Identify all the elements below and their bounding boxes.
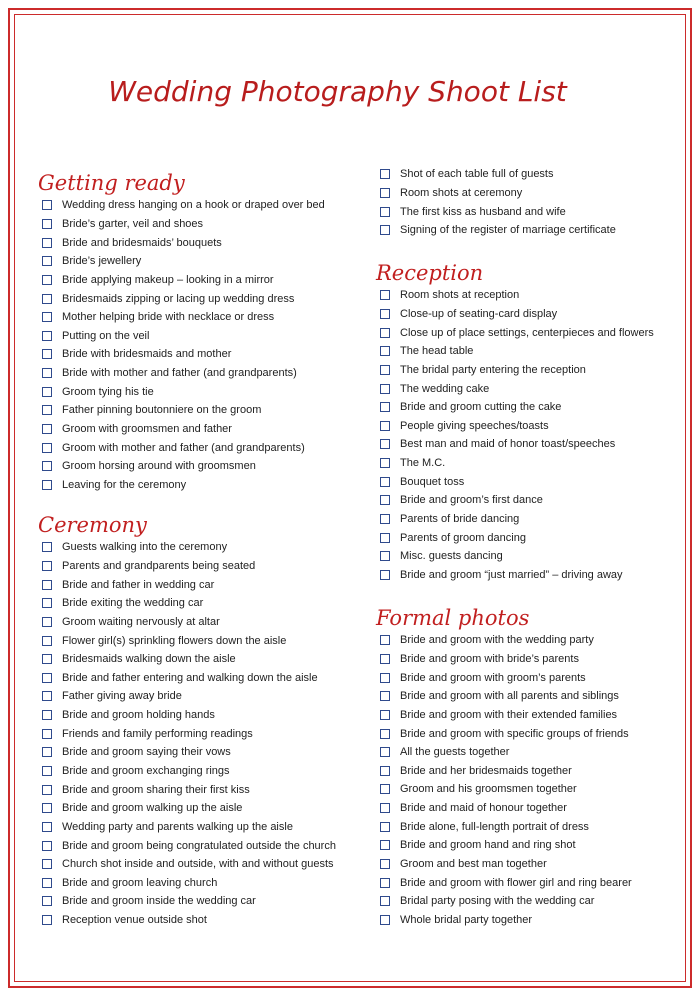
checklist-item-label: Bride and groom with groom’s parents [400, 671, 586, 684]
checklist-item-label: Misc. guests dancing [400, 550, 503, 563]
page-title: Wedding Photography Shoot List [108, 75, 567, 108]
checklist-item-label: Flower girl(s) sprinkling flowers down the aisle [62, 634, 287, 647]
checklist-item-label: Bride and groom saying their vows [62, 746, 231, 759]
checklist-item [376, 566, 676, 585]
section-reception [376, 260, 676, 584]
checklist-item-label: Bride’s garter, veil and shoes [62, 217, 204, 230]
checkbox-icon[interactable] [380, 691, 390, 701]
checkbox-icon[interactable] [380, 859, 390, 869]
checklist-item [38, 594, 338, 613]
checklist-item [376, 892, 676, 911]
checklist-item [376, 165, 676, 184]
checklist-item-label: Whole bridal party together [400, 913, 533, 926]
checklist-item [38, 326, 338, 345]
checkbox-icon[interactable] [42, 312, 52, 322]
checkbox-icon[interactable] [42, 480, 52, 490]
checklist-item-label: Mother helping bride with necklace or dress [62, 311, 275, 324]
checklist-item [376, 286, 676, 305]
checklist-item-label: Bride and groom with their extended families [400, 708, 618, 721]
checkbox-icon[interactable] [380, 803, 390, 813]
checklist-item-label: People giving speeches/toasts [400, 419, 549, 432]
checkbox-icon[interactable] [380, 402, 390, 412]
checkbox-icon[interactable] [42, 598, 52, 608]
checkbox-icon[interactable] [42, 654, 52, 664]
checklist-item-label: Bride and groom sharing their first kiss [62, 783, 250, 796]
checkbox-icon[interactable] [380, 551, 390, 561]
checklist-item [38, 650, 338, 669]
checklist [376, 165, 676, 240]
checklist-item [376, 780, 676, 799]
checklist-item [38, 476, 338, 495]
section-heading: Ceremony [38, 513, 147, 537]
checklist-item-label: Bridal party posing with the wedding car [400, 895, 595, 908]
checklist-item [376, 799, 676, 818]
checkbox-icon[interactable] [380, 477, 390, 487]
checklist-item [38, 818, 338, 837]
checklist-item-label: Bride and maid of honour together [400, 802, 567, 815]
checkbox-icon[interactable] [380, 673, 390, 683]
checkbox-icon[interactable] [380, 747, 390, 757]
checklist-item [376, 911, 676, 930]
checklist-item [376, 221, 676, 240]
checkbox-icon[interactable] [380, 328, 390, 338]
checklist-item [376, 724, 676, 743]
checklist-item-label: Bride and groom cutting the cake [400, 401, 562, 414]
checklist-item [376, 435, 676, 454]
checklist-item [38, 215, 338, 234]
checkbox-icon[interactable] [42, 766, 52, 776]
checklist-item [376, 379, 676, 398]
checklist-item-label: Groom with groomsmen and father [62, 423, 232, 435]
checkbox-icon[interactable] [380, 384, 390, 394]
checkbox-icon[interactable] [380, 495, 390, 505]
checklist-item-label: All the guests together [400, 746, 510, 759]
checklist-item [38, 724, 338, 743]
checklist-item-label: Bride and groom with the wedding party [400, 634, 594, 647]
checklist-item [376, 305, 676, 324]
checklist-item [376, 761, 676, 780]
checklist-item [376, 706, 676, 725]
checklist-item [38, 345, 338, 364]
checklist-item [38, 799, 338, 818]
checklist-item [38, 557, 338, 576]
checklist-item-label: Bride and groom leaving church [62, 876, 218, 889]
checklist [376, 631, 676, 929]
checklist-item [376, 631, 676, 650]
checklist-item-label: The bridal party entering the reception [400, 363, 586, 376]
checklist-item [38, 706, 338, 725]
checkbox-icon[interactable] [380, 346, 390, 356]
checklist-item-label: Bride exiting the wedding car [62, 597, 204, 610]
checklist-item-label: Bride and groom’s first dance [400, 494, 543, 507]
checkbox-icon[interactable] [42, 673, 52, 683]
checklist-item [376, 454, 676, 473]
checkbox-icon[interactable] [42, 729, 52, 739]
checklist-item-label: Bride with mother and father (and grandparents) [62, 367, 297, 380]
checklist-item [376, 472, 676, 491]
checklist-item [376, 361, 676, 380]
section-heading: Reception [376, 261, 484, 285]
checklist-item [38, 575, 338, 594]
checkbox-icon[interactable] [42, 580, 52, 590]
checklist-item [38, 271, 338, 290]
checkbox-icon[interactable] [42, 349, 52, 359]
checkbox-icon[interactable] [42, 238, 52, 248]
checkbox-icon[interactable] [42, 424, 52, 434]
checkbox-icon[interactable] [380, 309, 390, 319]
checklist-item [376, 650, 676, 669]
checklist-item-label: Father giving away bride [62, 690, 182, 703]
checkbox-icon[interactable] [380, 784, 390, 794]
checklist-item-label: Reception venue outside shot [62, 914, 207, 927]
checkbox-icon[interactable] [380, 365, 390, 375]
section-getting-ready [38, 170, 338, 494]
checklist-item-label: Bride and groom with flower girl and ring bearer [400, 876, 632, 889]
checkbox-icon[interactable] [42, 443, 52, 453]
checklist-item-label: Best man and maid of honor toast/speeches [400, 438, 616, 451]
checklist-item-label: The wedding cake [400, 382, 490, 395]
checklist-item [376, 687, 676, 706]
checklist-item-label: Bride and groom holding hands [62, 709, 215, 722]
checkbox-icon[interactable] [42, 561, 52, 571]
checkbox-icon[interactable] [380, 458, 390, 468]
checkbox-icon[interactable] [42, 461, 52, 471]
section-ceremony [38, 512, 338, 929]
checklist-item [376, 202, 676, 221]
checkbox-icon[interactable] [380, 207, 390, 217]
checkbox-icon[interactable] [42, 822, 52, 832]
checkbox-icon[interactable] [42, 200, 52, 210]
checklist-item [38, 855, 338, 874]
checklist-item-label: Bride and groom being congratulated outside the church [62, 839, 336, 852]
section-formal-photos [376, 605, 676, 929]
checklist-item [376, 528, 676, 547]
checklist-item-label: Groom and best man together [400, 858, 547, 870]
checkbox-icon[interactable] [380, 421, 390, 431]
checklist-item-label: Close up of place settings, centerpieces and flowers [400, 326, 654, 339]
checklist-item [376, 547, 676, 566]
checklist-item-label: Bride with bridesmaids and mother [62, 348, 232, 361]
checklist-item-label: Groom with mother and father (and grandparents) [62, 441, 305, 454]
checklist-item [376, 491, 676, 510]
checklist-item [38, 631, 338, 650]
section-heading: Getting ready [38, 171, 185, 195]
checkbox-icon[interactable] [380, 766, 390, 776]
checklist-item [38, 874, 338, 893]
checklist-item-label: Bouquet toss [400, 475, 465, 488]
checklist-item [376, 817, 676, 836]
checkbox-icon[interactable] [42, 841, 52, 851]
checklist-item [38, 308, 338, 327]
checklist-item-label: Groom and his groomsmen together [400, 783, 577, 796]
checklist-item-label: Bridesmaids zipping or lacing up wedding dress [62, 292, 295, 305]
checklist-item-label: Room shots at reception [400, 289, 520, 302]
checklist-item-label: Bride and groom inside the wedding car [62, 895, 256, 908]
checkbox-icon[interactable] [42, 219, 52, 229]
checklist-item-label: Bride and father in wedding car [62, 578, 215, 591]
checkbox-icon[interactable] [42, 387, 52, 397]
checklist-item-label: Parents of groom dancing [400, 531, 526, 544]
checkbox-icon[interactable] [42, 542, 52, 552]
checklist-item-label: Bride and bridesmaids’ bouquets [62, 236, 222, 249]
checklist-item-label: Close-up of seating-card display [400, 307, 558, 320]
checklist-item-label: Bride and groom “just married” – driving away [400, 568, 623, 581]
checklist-item [38, 401, 338, 420]
checklist-item [376, 743, 676, 762]
checkbox-icon[interactable] [380, 290, 390, 300]
checklist-item-label: Groom waiting nervously at altar [62, 615, 220, 628]
checkbox-icon[interactable] [380, 729, 390, 739]
checkbox-icon[interactable] [42, 803, 52, 813]
checklist-item [38, 196, 338, 215]
checklist-item [376, 342, 676, 361]
section-heading: Formal photos [376, 606, 530, 630]
checklist-item-label: Bride applying makeup – looking in a mirror [62, 273, 274, 286]
checklist-item [376, 416, 676, 435]
checklist-item [38, 836, 338, 855]
checklist-item-label: Groom horsing around with groomsmen [62, 460, 256, 473]
checklist-item-label: Putting on the veil [62, 329, 150, 342]
checklist-item [376, 323, 676, 342]
checklist-item [38, 382, 338, 401]
checkbox-icon[interactable] [380, 570, 390, 580]
checkbox-icon[interactable] [380, 710, 390, 720]
checklist-item-label: Signing of the register of marriage certificate [400, 224, 616, 237]
checklist-item-label: Bride alone, full-length portrait of dress [400, 820, 589, 833]
checklist-item-label: Room shots at ceremony [400, 186, 523, 199]
checklist-item [376, 873, 676, 892]
checkbox-icon[interactable] [42, 636, 52, 646]
checkbox-icon[interactable] [380, 188, 390, 198]
checkbox-icon[interactable] [380, 533, 390, 543]
checkbox-icon[interactable] [380, 840, 390, 850]
checklist-item [38, 743, 338, 762]
checklist-item-label: Bride and groom with all parents and siblings [400, 690, 619, 703]
checklist-item [38, 364, 338, 383]
checkbox-icon[interactable] [42, 617, 52, 627]
checklist-item [38, 911, 338, 930]
checklist-item-label: Groom tying his tie [62, 385, 154, 398]
checkbox-icon[interactable] [380, 169, 390, 179]
checklist-item-label: Parents and grandparents being seated [62, 559, 256, 572]
checklist-item-label: Wedding dress hanging on a hook or draped over bed [62, 199, 325, 212]
checkbox-icon[interactable] [42, 368, 52, 378]
checklist-item [38, 762, 338, 781]
checklist-item [38, 233, 338, 252]
checklist-item-label: Bride and groom with specific groups of friends [400, 727, 629, 740]
checklist-item-label: Bride and groom with bride’s parents [400, 652, 579, 665]
checklist-item [38, 892, 338, 911]
checklist-item-label: The head table [400, 345, 474, 358]
checklist [38, 538, 338, 929]
section-ceremony-continued [376, 165, 676, 240]
checklist-item [38, 538, 338, 557]
checkbox-icon[interactable] [42, 896, 52, 906]
checkbox-icon[interactable] [380, 878, 390, 888]
checklist-item-label: Bridesmaids walking down the aisle [62, 653, 236, 666]
checklist-item [376, 398, 676, 417]
checklist-item [376, 510, 676, 529]
checklist-item-label: Parents of bride dancing [400, 513, 520, 525]
checkbox-icon[interactable] [380, 822, 390, 832]
checkbox-icon[interactable] [42, 275, 52, 285]
checklist-item-label: Bride’s jewellery [62, 255, 142, 268]
checklist-item [38, 289, 338, 308]
checkbox-icon[interactable] [380, 896, 390, 906]
checklist-item [38, 457, 338, 476]
checkbox-icon[interactable] [380, 514, 390, 524]
checkbox-icon[interactable] [380, 439, 390, 449]
checkbox-icon[interactable] [42, 331, 52, 341]
checklist-item [376, 836, 676, 855]
checkbox-icon[interactable] [42, 710, 52, 720]
checkbox-icon[interactable] [42, 785, 52, 795]
checklist-item-label: Bride and her bridesmaids together [400, 764, 572, 777]
checkbox-icon[interactable] [42, 878, 52, 888]
checklist-item [38, 687, 338, 706]
checklist-item-label: The first kiss as husband and wife [400, 205, 566, 218]
checklist [38, 196, 338, 494]
checklist-item-label: Guests walking into the ceremony [62, 541, 228, 554]
checklist-item-label: Bride and groom hand and ring shot [400, 839, 576, 852]
checklist-item [38, 420, 338, 439]
checklist-item-label: Bride and father entering and walking down the aisle [62, 671, 318, 684]
checklist-item [38, 668, 338, 687]
checkbox-icon[interactable] [42, 294, 52, 304]
checkbox-icon[interactable] [380, 654, 390, 664]
checklist-item [376, 184, 676, 203]
checklist-item-label: Leaving for the ceremony [62, 478, 187, 491]
checkbox-icon[interactable] [42, 747, 52, 757]
checklist-item-label: Father pinning boutonniere on the groom [62, 404, 262, 417]
checklist-item [38, 438, 338, 457]
checklist-item [376, 668, 676, 687]
checkbox-icon[interactable] [42, 691, 52, 701]
checklist-item [38, 252, 338, 271]
checklist-item-label: Church shot inside and outside, with and without guests [62, 858, 334, 871]
checklist-item-label: The M.C. [400, 457, 446, 470]
checkbox-icon[interactable] [42, 859, 52, 869]
checklist-item [38, 613, 338, 632]
checklist-item-label: Wedding party and parents walking up the aisle [62, 820, 293, 833]
checkbox-icon[interactable] [42, 256, 52, 266]
checklist [376, 286, 676, 584]
checklist-item-label: Friends and family performing readings [62, 727, 253, 740]
checklist-item-label: Bride and groom walking up the aisle [62, 802, 243, 815]
checkbox-icon[interactable] [380, 635, 390, 645]
checklist-item [376, 855, 676, 874]
checklist-item-label: Bride and groom exchanging rings [62, 765, 230, 777]
checkbox-icon[interactable] [42, 405, 52, 415]
checkbox-icon[interactable] [380, 915, 390, 925]
checklist-item-label: Shot of each table full of guests [400, 168, 554, 181]
checkbox-icon[interactable] [380, 225, 390, 235]
checkbox-icon[interactable] [42, 915, 52, 925]
checklist-item [38, 780, 338, 799]
